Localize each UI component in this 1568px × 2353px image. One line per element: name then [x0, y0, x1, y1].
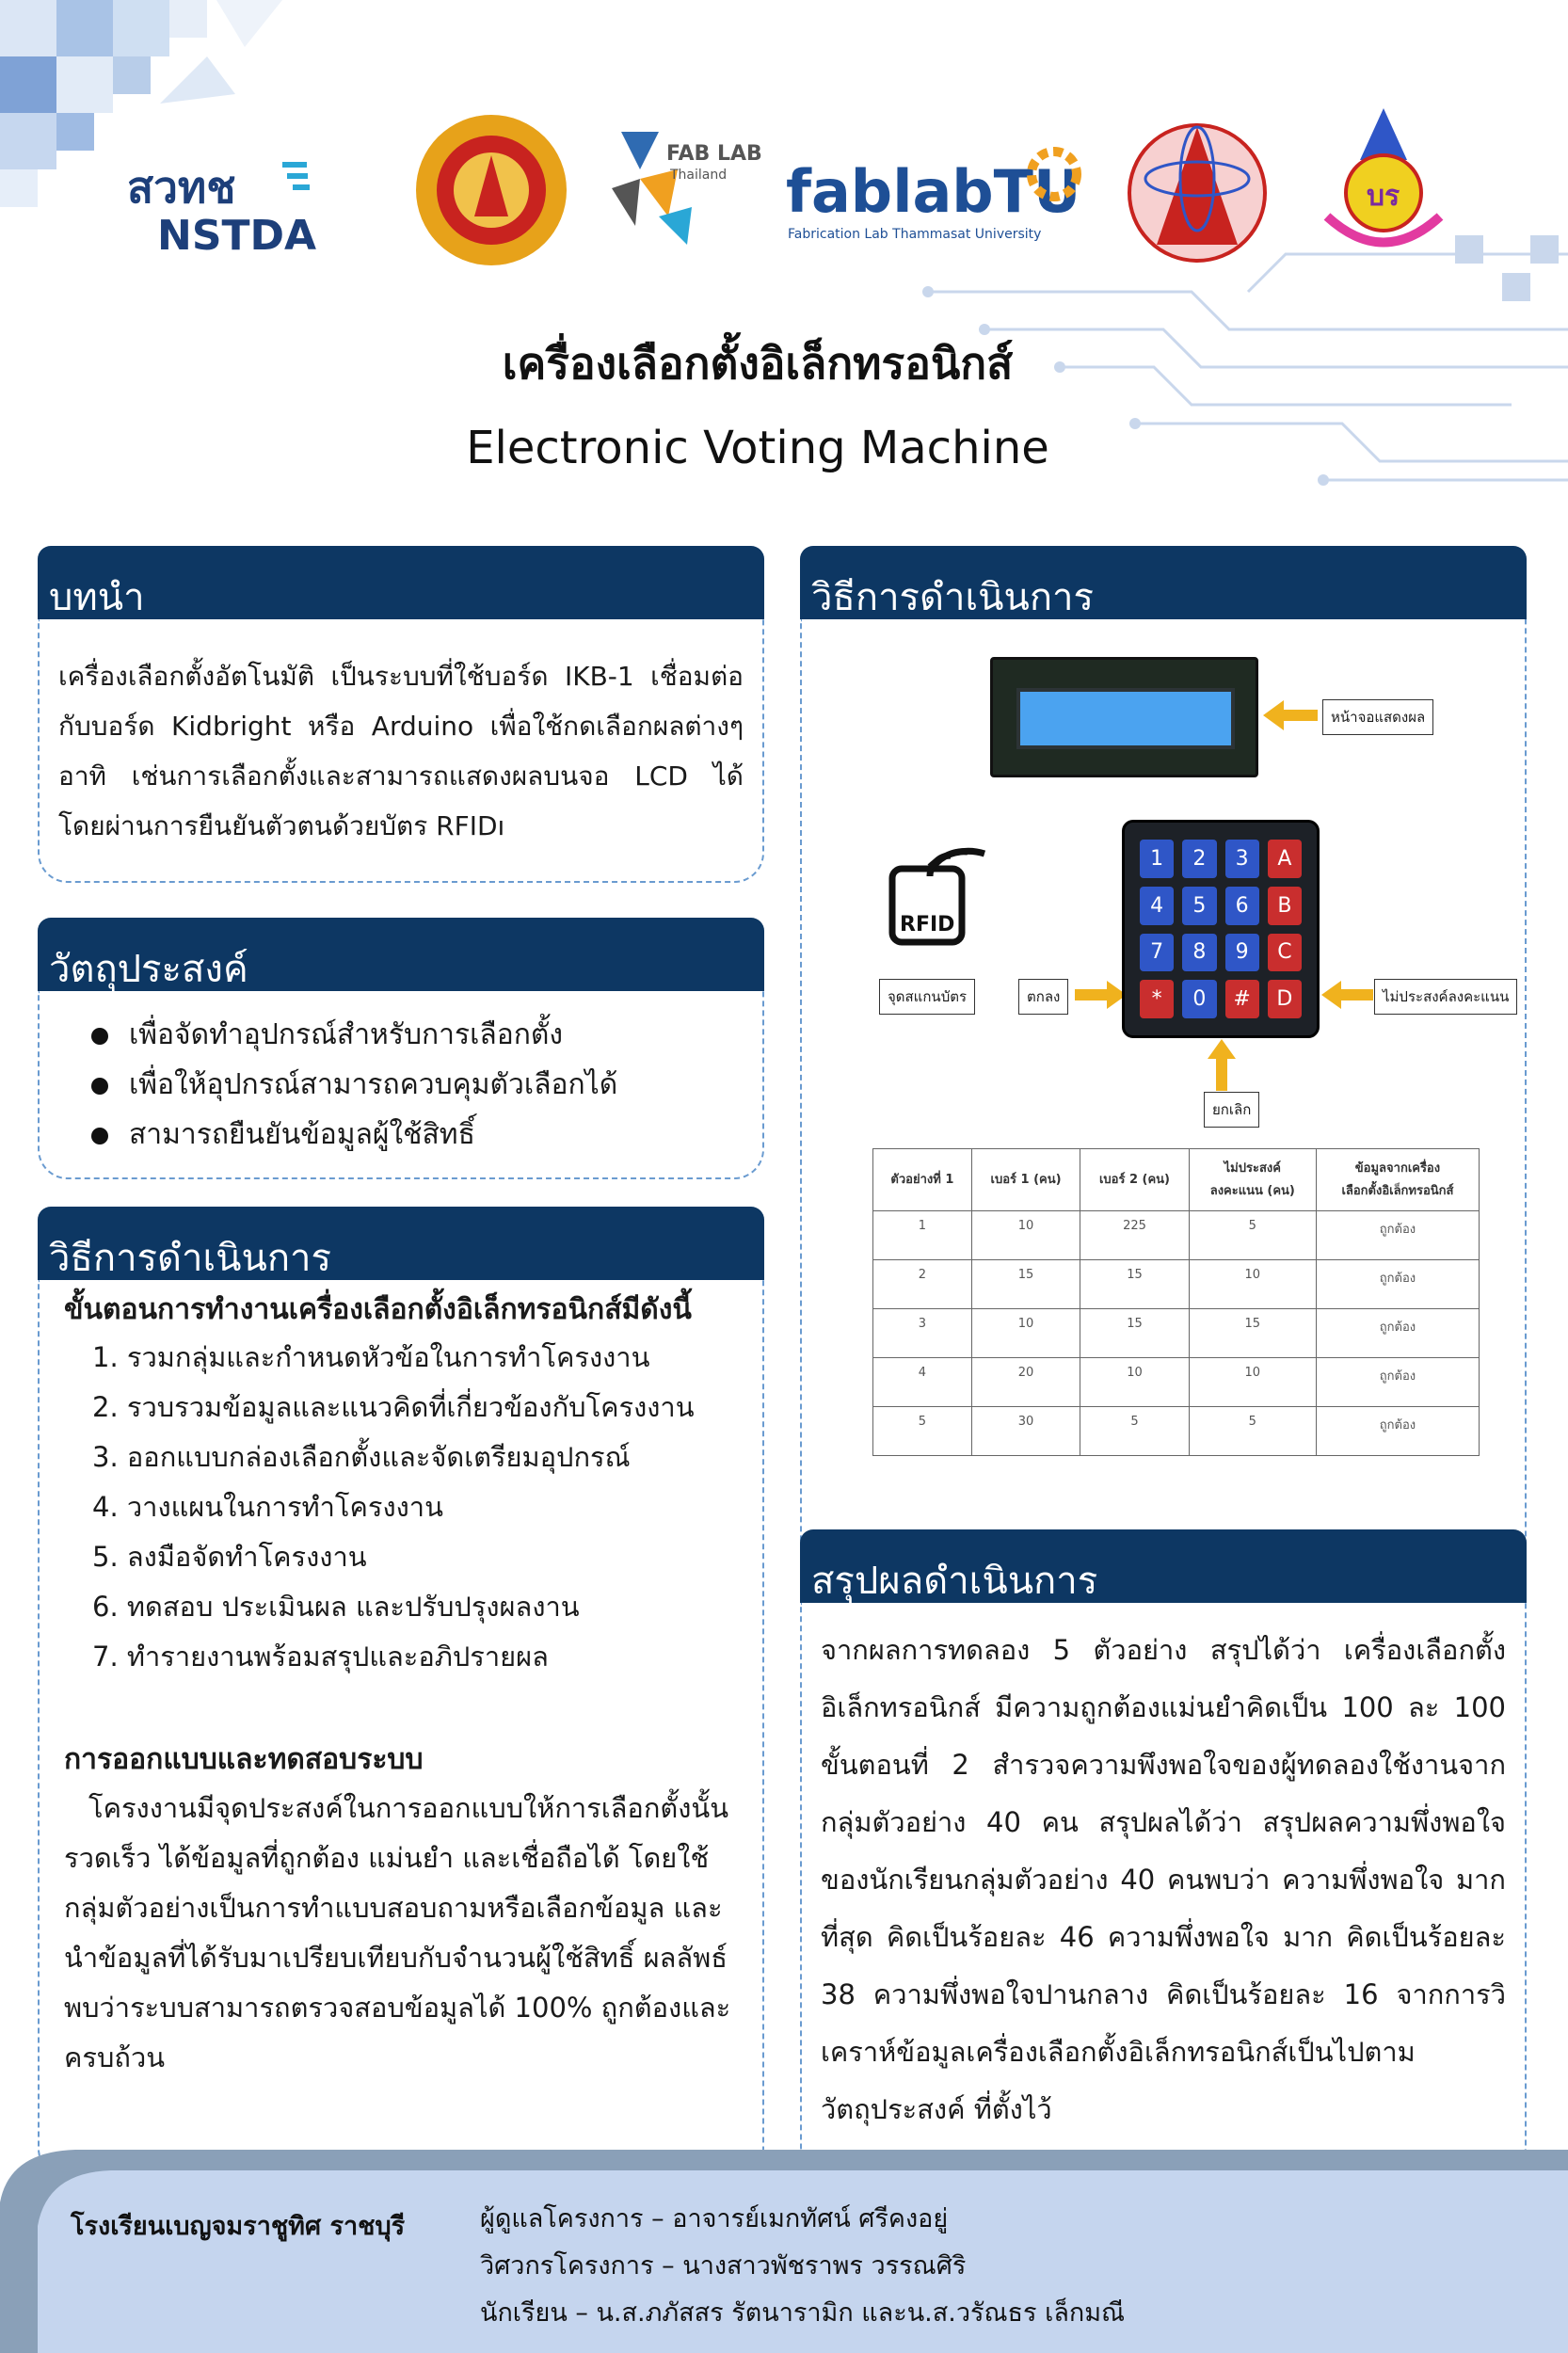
svg-text:RFID: RFID [900, 913, 955, 936]
method-diagram-section [800, 546, 1527, 1568]
table-header-cell: เบอร์ 1 (คน) [971, 1149, 1080, 1211]
callout-scan-point: จุดสแกนบัตร [879, 979, 975, 1015]
results-table [872, 1148, 1480, 1456]
callout-cancel: ยกเลิก [1204, 1092, 1259, 1128]
table-cell: 10 [1189, 1260, 1316, 1309]
lcd-screen [1016, 688, 1235, 749]
table-header-cell: ไม่ประสงค์ ลงคะแนน (คน) [1189, 1149, 1316, 1211]
step-item: 7. ทำรายงานพร้อมสรุปและอภิปรายผล [92, 1641, 549, 1673]
nstda-logo [118, 155, 376, 259]
table-cell: 5 [1080, 1407, 1189, 1456]
objectives-heading: วัตถุประสงค์ [38, 918, 764, 991]
keypad-image [1122, 820, 1320, 1038]
credit-line: วิศวกรโครงการ – นางสาวพัชราพร วรรณศิริ [480, 2251, 967, 2281]
callout-abstain: ไม่ประสงค์ลงคะแนน [1374, 979, 1517, 1015]
school-name: โรงเรียนเบญจมราชูทิศ ราชบุรี [71, 2212, 406, 2241]
callout-ok: ตกลง [1018, 979, 1068, 1015]
keypad-key: A [1268, 840, 1302, 878]
objectives-section [38, 918, 764, 1179]
table-cell: ถูกต้อง [1316, 1260, 1479, 1309]
introduction-text: เครื่องเลือกตั้งอัตโนมัติ เป็นระบบที่ใช้บอร์ด IKB-1 เชื่อมต่อกับบอร์ด Kidbright หรือ Arduino เพื่อใช้กดเลือกผลต่างๆ อาทิ เช่นการเลือกตั้งและสามารถแสดงผลบนจอ LCD ได้ โดยผ่านการยืนยันตัวตนด้วยบัตร RFIDı [58, 661, 744, 841]
keypad-key: 7 [1140, 934, 1174, 972]
table-cell: 2 [873, 1260, 972, 1309]
design-text: โครงงานมีจุดประสงค์ในการออกแบบให้การเลือกตั้งนั้นรวดเร็ว ได้ข้อมูลที่ถูกต้อง แม่นยำ และเชื่อถือได้ โดยใช้กลุ่มตัวอย่างเป็นการทำแบบสอบถามหรือเลือกข้อมูล และนำข้อมูลที่ได้รับมาเปรียบเทียบกับจำนวนผู้ใช้สิทธิ์ ผลลัพธ์พบว่าระบบสามารถตรวจสอบข้อมูลได้ 100% ถูกต้องและครบถ้วน [64, 1792, 731, 2073]
thammasat-university-seal [414, 113, 569, 268]
lcd-display-image [990, 657, 1258, 777]
table-cell: 15 [1080, 1309, 1189, 1358]
keypad-key: C [1268, 934, 1302, 972]
keypad-key: 4 [1140, 887, 1174, 925]
table-cell: 225 [1080, 1211, 1189, 1260]
arrow-icon [1205, 1039, 1239, 1091]
introduction-body [38, 619, 764, 883]
table-cell: 5 [1189, 1407, 1316, 1456]
keypad-key: * [1140, 980, 1174, 1018]
keypad-key: 1 [1140, 840, 1174, 878]
table-cell: 5 [873, 1407, 972, 1456]
table-row [873, 1211, 1480, 1260]
introduction-heading: บทนำ [38, 546, 764, 619]
project-credits [480, 2196, 1125, 2337]
table-cell: 15 [1189, 1309, 1316, 1358]
table-header-row [873, 1149, 1480, 1211]
method-diagram-heading: วิธีการดำเนินการ [800, 546, 1527, 619]
summary-body [800, 1603, 1527, 2177]
keypad-key: D [1268, 980, 1302, 1018]
rfid-icon [887, 840, 995, 949]
step-item: 3. ออกแบบกล่องเลือกตั้งและจัดเตรียมอุปกรณ์ [92, 1441, 631, 1473]
table-cell: 10 [971, 1211, 1080, 1260]
objectives-body [38, 991, 764, 1179]
keypad-key: # [1225, 980, 1259, 1018]
step-item: 5. ลงมือจัดทำโครงงาน [92, 1541, 367, 1573]
table-cell: 30 [971, 1407, 1080, 1456]
keypad-key: 2 [1182, 840, 1216, 878]
introduction-section [38, 546, 764, 883]
school-seal [1318, 104, 1449, 268]
method-heading: วิธีการดำเนินการ [38, 1207, 764, 1280]
objectives-list [58, 1010, 744, 1160]
table-cell: 15 [1080, 1260, 1189, 1309]
step-item: 1. รวมกลุ่มและกำหนดหัวข้อในการทำโครงงาน [92, 1341, 650, 1373]
table-header-cell: ข้อมูลจากเครื่อง เลือกตั้งอิเล็กทรอนิกส์ [1316, 1149, 1479, 1211]
keypad-key: 3 [1225, 840, 1259, 878]
objective-item: สามารถยืนยันข้อมูลผู้ใช้สิทธิ์ [91, 1110, 744, 1160]
table-row [873, 1358, 1480, 1407]
fablabtu-logo [786, 136, 1087, 249]
credit-line: นักเรียน – น.ส.ภภัสสร รัตนารามิก และน.ส.วรัณธร เล็กมณี [480, 2298, 1126, 2328]
table-cell: 10 [971, 1309, 1080, 1358]
summary-section [800, 1529, 1527, 2177]
table-cell: 10 [1080, 1358, 1189, 1407]
table-header-cell: เบอร์ 2 (คน) [1080, 1149, 1189, 1211]
table-cell: 10 [1189, 1358, 1316, 1407]
table-cell: 5 [1189, 1211, 1316, 1260]
svg-text:NSTDA: NSTDA [157, 212, 317, 259]
table-row [873, 1260, 1480, 1309]
table-cell: ถูกต้อง [1316, 1309, 1479, 1358]
table-cell: ถูกต้อง [1316, 1407, 1479, 1456]
step-item: 2. รวบรวมข้อมูลและแนวคิดที่เกี่ยวข้องกับโครงงาน [92, 1391, 695, 1423]
svg-text:FAB LAB: FAB LAB [666, 142, 762, 166]
keypad-key: B [1268, 887, 1302, 925]
svg-text:Thailand: Thailand [670, 168, 728, 183]
table-row [873, 1309, 1480, 1358]
keypad-key: 0 [1182, 980, 1216, 1018]
summary-heading: สรุปผลดำเนินการ [800, 1529, 1527, 1603]
table-cell: 4 [873, 1358, 972, 1407]
fablab-thailand-logo [602, 113, 762, 254]
keypad-key: 8 [1182, 934, 1216, 972]
arrow-icon [1263, 696, 1320, 734]
method-diagram-body [800, 619, 1527, 1568]
table-cell: 3 [873, 1309, 972, 1358]
credit-line: ผู้ดูแลโครงการ – อาจารย์เมกทัศน์ ศรีคงอยู่ [480, 2204, 949, 2233]
design-heading: การออกแบบและทดสอบระบบ [64, 1743, 424, 1776]
keypad-key: 5 [1182, 887, 1216, 925]
summary-text: จากผลการทดลอง 5 ตัวอย่าง สรุปได้ว่า เครื่องเลือกตั้งอิเล็กทรอนิกส์ มีความถูกต้องแม่นยำคิดเป็น 100 ละ 100 ขั้นตอนที่ 2 สำรวจความพึงพอใจของผู้ทดลองใช้งานจากกลุ่มตัวอย่าง 40 คน สรุปผลได้ว่า สรุปผลความพึ่งพอใจของนักเรียนกลุ่มตัวอย่าง 40 คนพบว่า ความพึ่งพอใจ มากที่สุด คิดเป็นร้อยละ 46 ความพึ่งพอใจ มาก คิดเป็นร้อยละ 38 ความพึ่งพอใจปานกลาง คิดเป็นร้อยละ 16 จากการวิเคราห์ข้อมูลเครื่องเลือกตั้งอิเล็กทรอนิกส์เป็นไปตามวัตถุประสงค์ ที่ตั้งไว้ [821, 1634, 1506, 2125]
callout-display: หน้าจอแสดงผล [1322, 699, 1433, 735]
svg-text:สวทช: สวทช [127, 162, 236, 213]
table-cell: ถูกต้อง [1316, 1211, 1479, 1260]
objective-item: เพื่อจัดทำอุปกรณ์สำหรับการเลือกตั้ง [91, 1010, 744, 1060]
step-item: 4. วางแผนในการทำโครงงาน [92, 1491, 443, 1523]
steps-list [64, 1333, 744, 1682]
keypad-key: 6 [1225, 887, 1259, 925]
svg-text:fablabTU: fablabTU [786, 157, 1081, 226]
method-body [38, 1280, 764, 2179]
steps-heading: ขั้นตอนการทำงานเครื่องเลือกตั้งอิเล็กทรอนิกส์มีดังนี้ [64, 1293, 692, 1326]
table-cell: 1 [873, 1211, 972, 1260]
svg-text:บร: บร [1367, 180, 1400, 213]
table-cell: ถูกต้อง [1316, 1358, 1479, 1407]
keypad-key: 9 [1225, 934, 1259, 972]
poster-title-english: Electronic Voting Machine [466, 422, 1049, 474]
step-item: 6. ทดสอบ ประเมินผล และปรับปรุงผลงาน [92, 1591, 580, 1623]
arrow-icon [1321, 978, 1373, 1012]
objective-item: เพื่อให้อุปกรณ์สามารถควบคุมตัวเลือกได้ [91, 1060, 744, 1110]
method-section [38, 1207, 764, 2179]
poster-title-thai: เครื่องเลือกตั้งอิเล็กทรอนิกส์ [502, 338, 1014, 389]
svg-text:Fabrication Lab Thammasat Univ: Fabrication Lab Thammasat University [788, 227, 1042, 242]
table-row [873, 1407, 1480, 1456]
table-header-cell: ตัวอย่างที่ 1 [873, 1149, 972, 1211]
table-cell: 20 [971, 1358, 1080, 1407]
arrow-icon [1075, 978, 1127, 1012]
science-faculty-seal [1125, 104, 1271, 268]
table-cell: 15 [971, 1260, 1080, 1309]
